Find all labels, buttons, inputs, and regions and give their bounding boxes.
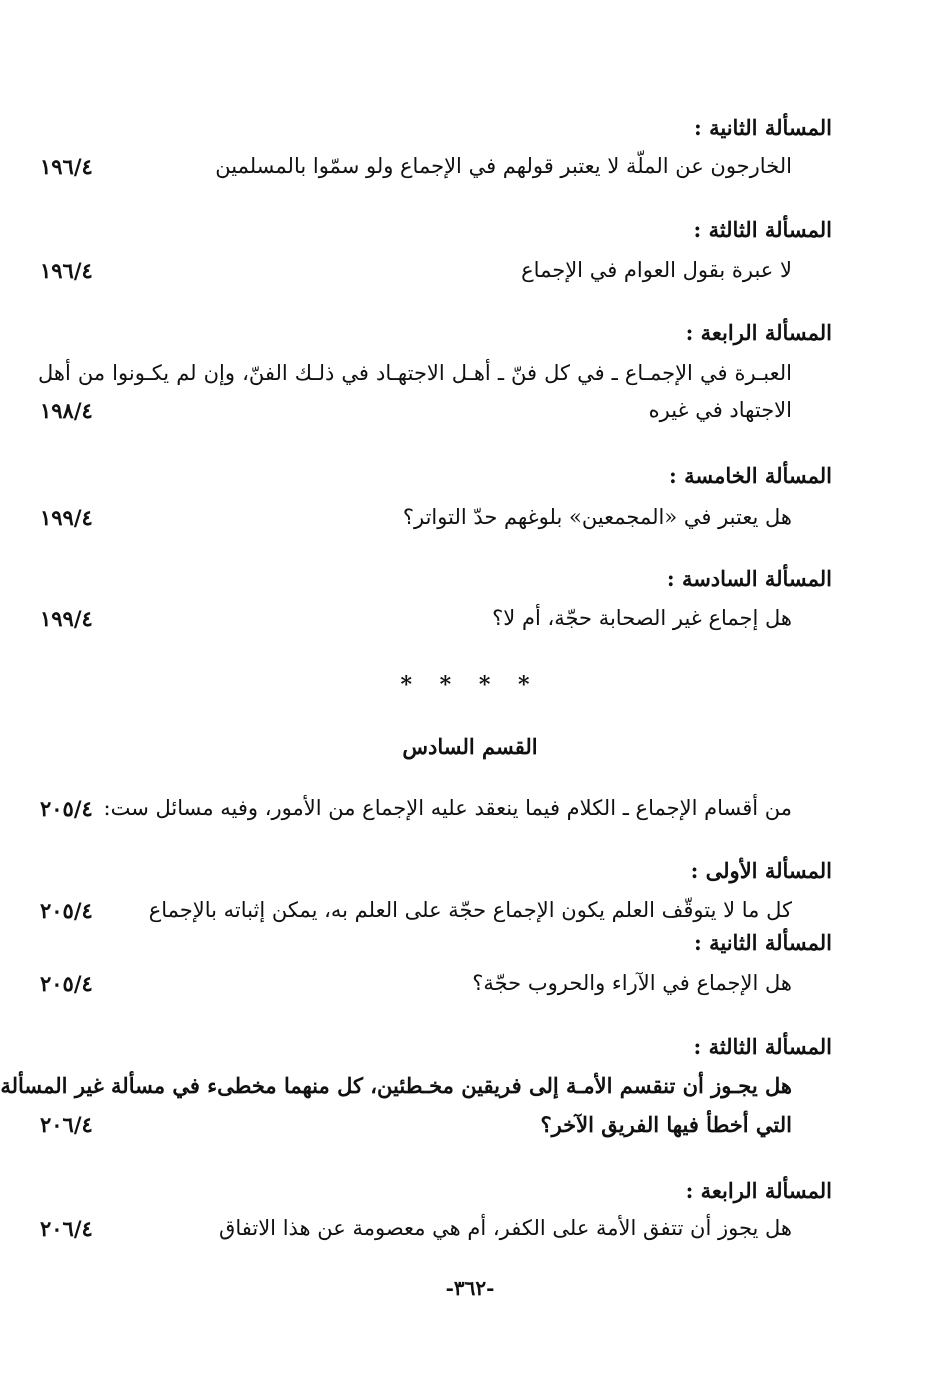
issue-heading: المسألة الخامسة : [669, 463, 832, 488]
issue-text-continued: التي أخطأ فيها الفريق الآخر؟ [540, 1112, 792, 1137]
page-reference: ٢٠٥/٤ [40, 971, 93, 996]
page-reference: ٢٠٥/٤ [40, 796, 93, 821]
page-reference: ٢٠٦/٤ [40, 1112, 93, 1137]
page-reference: ١٩٨/٤ [40, 398, 93, 423]
issue-text: هل يعتبر في «المجمعين» بلوغهم حدّ التواتر؟ [402, 505, 792, 529]
section-separator: * * * * [400, 672, 540, 698]
section-intro-text: من أقسام الإجماع ـ الكلام فيما ينعقد عليه الإجماع من الأمور، وفيه مسائل ست: [103, 796, 792, 820]
issue-heading: المسألة الثالثة : [693, 1034, 832, 1059]
issue-text: هل يجوز أن تتفق الأمة على الكفر، أم هي معصومة عن هذا الاتفاق [219, 1216, 792, 1240]
page-reference: ١٩٦/٤ [40, 154, 93, 179]
page-reference: ١٩٦/٤ [40, 258, 93, 283]
section-title: القسم السادس [402, 734, 538, 759]
page-reference: ١٩٩/٤ [40, 505, 93, 530]
issue-heading: المسألة الأولى : [690, 858, 832, 883]
issue-text: هل إجماع غير الصحابة حجّة، أم لا؟ [492, 606, 792, 630]
issue-text: لا عبرة بقول العوام في الإجماع [521, 258, 792, 282]
issue-text: هل يجـوز أن تنقسم الأمـة إلى فريقين مخـطئين، كل منهما مخطىء في مسألة غير المسألة [0, 1073, 792, 1098]
issue-heading: المسألة الرابعة : [685, 320, 832, 345]
page-number: -٣٦٢- [445, 1276, 495, 1300]
page-reference: ٢٠٦/٤ [40, 1216, 93, 1241]
issue-text: كل ما لا يتوقّف العلم يكون الإجماع حجّة على العلم به، يمكن إثباته بالإجماع [148, 898, 792, 922]
issue-heading: المسألة الرابعة : [685, 1178, 832, 1203]
page-reference: ١٩٩/٤ [40, 606, 93, 631]
issue-heading: المسألة الثالثة : [693, 217, 832, 242]
issue-text-continued: الاجتهاد في غيره [648, 398, 792, 422]
page-reference: ٢٠٥/٤ [40, 898, 93, 923]
issue-heading: المسألة السادسة : [666, 566, 832, 591]
issue-text: العبـرة في الإجمـاع ـ في كل فنّ ـ أهـل الاجتهـاد في ذلـك الفنّ، وإن لم يكـونوا من أهل [38, 361, 792, 385]
issue-text: هل الإجماع في الآراء والحروب حجّة؟ [472, 971, 792, 995]
issue-text: الخارجون عن الملّة لا يعتبر قولهم في الإجماع ولو سمّوا بالمسلمين [215, 154, 792, 178]
issue-heading: المسألة الثانية : [694, 115, 832, 140]
issue-heading: المسألة الثانية : [694, 930, 832, 955]
